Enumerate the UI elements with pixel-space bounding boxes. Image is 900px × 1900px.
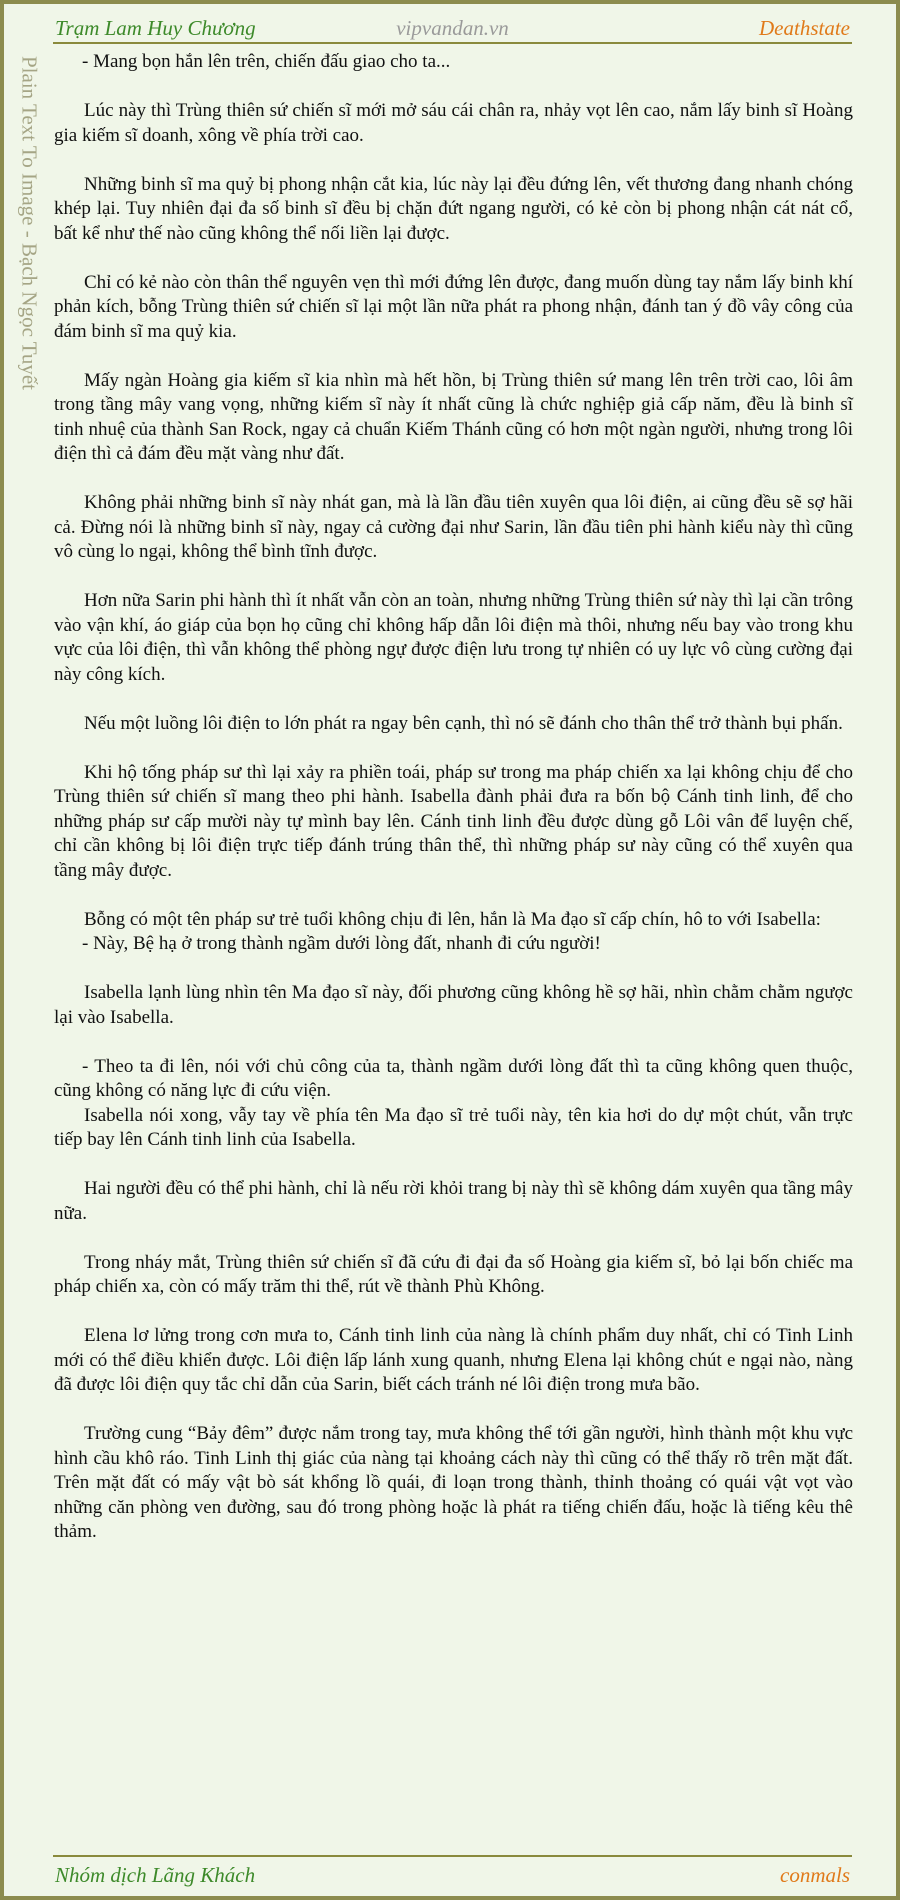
paragraph: Khi hộ tống pháp sư thì lại xảy ra phiền toái, pháp sư trong ma pháp chiến xa lại không chịu để cho Trùng thiên sứ chiến sĩ mang theo phi hành. Isabella đành phải đưa ra bốn bộ Cánh tinh linh, để cho những pháp sư cấp mười này tự mình bay lên. Cánh tinh linh đều được dùng gỗ Lôi vân để luyện chế, chỉ cần không bị lôi điện trực tiếp đánh trúng thân thể, thì những pháp sư này cũng có thể xuyên qua tầng mây được.: [54, 761, 853, 881]
side-watermark: [14, 56, 44, 396]
paragraph: Hơn nữa Sarin phi hành thì ít nhất vẫn còn an toàn, nhưng những Trùng thiên sứ này thì lại cần trông vào vận khí, áo giáp của bọn họ cũng chỉ không hấp dẫn lôi điện mà thôi, nhưng nếu bay vào trong khu vực của lôi điện, thì vẫn không thể phòng ngự được điện lưu trong tự nhiên có uy lực vô cùng cường đại này công kích.: [54, 590, 853, 685]
paragraph: Chỉ có kẻ nào còn thân thể nguyên vẹn thì mới đứng lên được, đang muốn dùng tay nắm lấy binh khí phản kích, bỗng Trùng thiên sứ chiến sĩ lại một lần nữa phát ra phong nhận, đánh tan ý đồ vây công của đám binh sĩ ma quỷ kia.: [54, 271, 853, 342]
chapter-content: [54, 50, 853, 1569]
paragraph: Isabella nói xong, vẫy tay về phía tên Ma đạo sĩ trẻ tuổi này, tên kia hơi do dự một chút, vẫn trực tiếp bay lên Cánh tinh linh của Isabella.: [54, 1104, 853, 1150]
header-site: vipvandan.vn: [396, 16, 509, 40]
paragraph: Bỗng có một tên pháp sư trẻ tuổi không chịu đi lên, hắn là Ma đạo sĩ cấp chín, hô to với Isabella:: [84, 908, 821, 930]
paragraph: Isabella lạnh lùng nhìn tên Ma đạo sĩ này, đối phương cũng không hề sợ hãi, nhìn chằm chằm ngược lại vào Isabella.: [54, 982, 853, 1028]
paragraph: Hai người đều có thể phi hành, chỉ là nếu rời khỏi trang bị này thì sẽ không dám xuyên qua tầng mây nữa.: [54, 1178, 853, 1224]
paragraph: Không phải những binh sĩ này nhát gan, mà là lần đầu tiên xuyên qua lôi điện, ai cũng đều sẽ sợ hãi cả. Đừng nói là những binh sĩ này, ngay cả cường đại như Sarin, lần đầu tiên phi hành kiểu này thì cũng vô cùng lo ngại, không thể bình tĩnh được.: [54, 492, 853, 562]
paragraph: Nếu một luồng lôi điện to lớn phát ra ngay bên cạnh, thì nó sẽ đánh cho thân thể trở thành bụi phấn.: [84, 712, 843, 734]
paragraph: - Này, Bệ hạ ở trong thành ngầm dưới lòng đất, nhanh đi cứu người!: [82, 933, 601, 954]
page: [4, 4, 896, 1896]
paragraph: Những binh sĩ ma quỷ bị phong nhận cắt kia, lúc này lại đều đứng lên, vết thương đang nhanh chóng khép lại. Tuy nhiên đại đa số binh sĩ đều bị chặn đứt ngang người, có kẻ còn bị phong nhận cát nát cổ, bất kể như thế nào cũng không thể nối liền lại được.: [54, 173, 853, 244]
paragraph: - Mang bọn hắn lên trên, chiến đấu giao cho ta...: [82, 51, 451, 72]
header-translator: Trạm Lam Huy Chương: [55, 16, 256, 40]
paragraph: Trong nháy mắt, Trùng thiên sứ chiến sĩ đã cứu đi đại đa số Hoàng gia kiếm sĩ, bỏ lại bốn chiếc ma pháp chiến xa, còn có mấy trăm thi thể, rút về thành Phù Không.: [54, 1251, 853, 1297]
paragraph: Lúc này thì Trùng thiên sứ chiến sĩ mới mở sáu cái chân ra, nhảy vọt lên cao, nắm lấy binh sĩ Hoàng gia kiếm sĩ doanh, xông về phía trời cao.: [54, 100, 853, 146]
footer-credit: conmals: [780, 1863, 850, 1887]
paragraph: Trường cung “Bảy đêm” được nắm trong tay, mưa không thể tới gần người, hình thành một khu vực hình cầu khô ráo. Tinh Linh thị giác của nàng tại khoảng cách này thì cũng có thể thấy rõ trên mặt đất. Trên mặt đất có mấy vật bò sát khổng lồ quái, đi loạn trong thành, thỉnh thoảng có quái vật vọt vào những căn phòng ven đường, sau đó trong phòng hoặc là phát ra tiếng chiến đấu, hoặc là tiếng kêu thê thảm.: [54, 1423, 853, 1542]
page-header: [53, 14, 852, 44]
header-editor: Deathstate: [759, 16, 850, 40]
paragraph: Mấy ngàn Hoàng gia kiếm sĩ kia nhìn mà hết hồn, bị Trùng thiên sứ mang lên trên trời cao, lôi âm trong tầng mây vang vọng, những kiếm sĩ này ít nhất cũng là chức nghiệp giả cấp năm, đều là binh sĩ tinh nhuệ của thành San Rock, ngay cả chuẩn Kiếm Thánh cũng có hơn một ngàn người, nhưng trong lôi điện thì cả đám đều mặt vàng như đất.: [54, 369, 853, 464]
paragraph: - Theo ta đi lên, nói với chủ công của ta, thành ngầm dưới lòng đất thì ta cũng không quen thuộc, cũng không có năng lực đi cứu viện.: [54, 1055, 853, 1101]
side-watermark-text: Plain Text To Image - Bạch Ngọc Tuyết: [17, 56, 42, 391]
paragraph: Elena lơ lửng trong cơn mưa to, Cánh tinh linh của nàng là chính phẩm duy nhất, chỉ có Tinh Linh mới có thể điều khiển được. Lôi điện lấp lánh xung quanh, nhưng Elena lại không chút e ngại nào, nàng đã được lôi điện quy tắc chỉ dẫn của Sarin, biết cách tránh né lôi điện trong mưa bão.: [54, 1325, 853, 1395]
page-footer: [53, 1855, 852, 1887]
footer-group: Nhóm dịch Lãng Khách: [55, 1863, 256, 1887]
